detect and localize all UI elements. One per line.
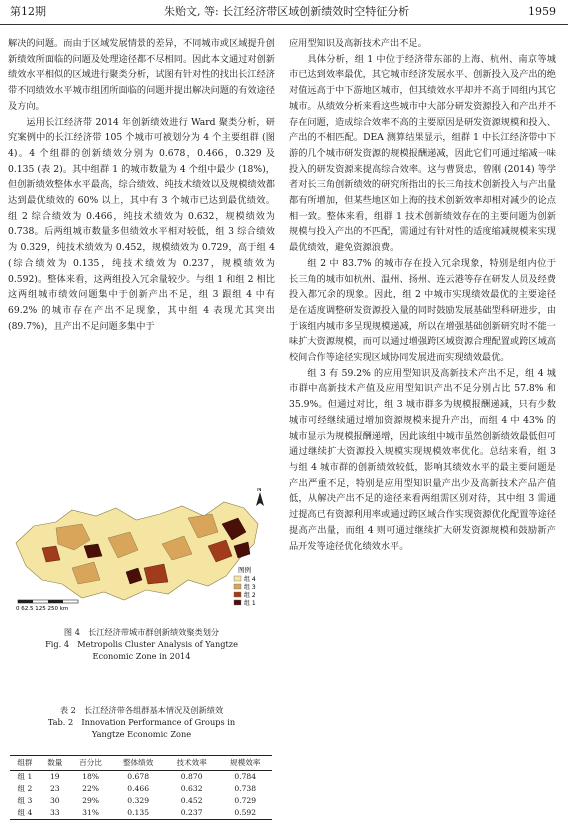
table-cell: 组 2 [17,784,33,793]
legend-item: 组 4 [244,576,256,583]
map-legend [234,565,256,607]
table-cell: 0.329 [127,796,150,805]
table-cell: 0.678 [127,772,150,781]
table-cell: 22% [82,784,99,793]
table-cell: 0.135 [111,807,165,820]
north-arrow-icon [256,488,264,506]
paragraph: 组 2 中 83.7% 的城市存在投入冗余现象，特别是组内位于长三角的城市如杭州、温州、扬州、连云港等存在研发人员及经费投入都冗余的现象。因此，组 2 中城市实现绩效最优的主要途径是在适度调整研发资源投入量的同时鼓励发展基础型科研进步，由于该组内城市多呈现规模递减，所以在增强基础创新研究时不能一味扩大资源规模，而可以通过增强跨区域资源合理配置或跨区域高校间合作等途径实现区域协同发展进而实现绩效最优。 [289,257,556,364]
legend-item: 组 3 [244,584,256,591]
table-cell: 0.632 [180,784,203,793]
svg-text:N: N [257,488,262,493]
table-row [10,783,272,795]
page-number: 1959 [528,5,556,18]
figure-caption-cn: 图 4 长江经济带城市群创新绩效聚类划分 [63,627,220,637]
table-cell: 23 [49,784,60,793]
cluster-map [12,488,274,618]
table-cell: 18% [82,772,99,781]
table-cell: 0.592 [218,807,272,820]
table-caption-cn: 表 2 长江经济带各组群基本情况及创新绩效 [59,705,224,715]
table-row [10,795,272,807]
data-table [10,755,272,820]
table-cell: 组 3 [17,796,33,805]
table-cell: 0.729 [234,796,257,805]
table-cell: 31% [70,807,112,820]
table-cell: 0.870 [180,772,203,781]
figure-caption-en: Economic Zone in 2014 [92,651,191,661]
column-header: 规模效率 [218,756,272,771]
column-header: 百分比 [70,756,112,771]
map-regions [16,502,258,600]
table-caption [8,704,275,740]
scale-bar [16,600,78,612]
column-header: 技术效率 [165,756,219,771]
table-header-row [10,756,272,771]
paragraph: 具体分析，组 1 中位于经济带东部的上海、杭州、南京等城市已达到效率最优，其它城市经济发展水平、创新投入及产出的绝对值远高于中下游地区城市，但其绩效水平却并不高于同组内其它城市。从绩效分析来看这些城市中大部分研发资源投入和产出并不存在问题，造成综合效率不高的主要原因是研发资源规模和投入、产出的不相匹配。DEA 测算结果显示，组群 1 中长江经济带中下游的几个城市研发资源的规模报酬递减，因此它们可通过缩减一味投入的研发资源来提高综合效率。这与曹贤忠，曾刚 (2014) 等学者对长三角创新绩效的研究所指出的长三角技术创新投入与产出量都有所增加，但某些地区如上海的技术创新效率却相对减少的论点相一致。整体来看，组群 1 技术创新绩效存在的主要问题为创新规模与投入产出的不匹配，需通过有针对性的适度缩减规模来实现最优绩效，避免资源浪费。 [289,53,556,254]
table-cell: 30 [49,796,60,805]
issue-number: 第12期 [10,5,46,18]
table-caption-en: Yangtze Economic Zone [91,729,192,739]
table-cell: 19 [49,772,60,781]
legend-title: 图例 [238,566,251,574]
table-cell: 0.466 [127,784,150,793]
paragraph: 运用长江经济带 2014 年创新绩效进行 Ward 聚类分析，研究案例中的长江经济带 105 个城市可被划分为 4 个主要组群 (图 4)。4 个组群的创新绩效分别为 0.678，0.466，0.329 及 0.135 (表 2)。其中组群 1 的城市数量为 4 个组中最少 (18%)，但创新绩效整体水平最高，综合绩效、纯技术绩效以及规模绩效都达到最优绩效的 60% 以上，其中有 3 个城市已达到最优绩效。组 2 综合绩效为 0.466，纯技术绩效为 0.632，规模绩效为 0.738。后两组城市数量多但绩效水平相对较低，组 3 综合绩效为 0.329，纯技术绩效为 0.452，规模绩效为 0.729，高于组 4 (综合绩效为 0.135，纯技术绩效为 0.237，规模绩效为 0.592)。整体来看，这两组投入冗余量较少。与组 1 和组 2 相比这两组城市绩效问题集中于创新产出不足，组 3 跟组 4 中有 69.2% 的城市存在产出不足现象，其中组 4 表现尤其突出 (89.7%)，且产出不足问题多集中于 [8,116,275,332]
figure-caption [8,626,275,662]
running-title: 朱贻文, 等: 长江经济带区域创新绩效时空特征分析 [164,5,410,18]
paragraph: 组 3 有 59.2% 的应用型知识及高新技术产出不足，组 4 城市群中高新技术产值及应用型知识产出不足分别占比 57.8% 和 35.9%。但通过对比，组 3 城市群多为规模报酬递减，只有少数城市可经继续通过增加资源规模来提升产出，而组 4 中 43% 的城市显示为规模报酬递增，因此该组中城市虽然创新绩效最低但可通过继续扩大资源投入规模实现规模效率优化。总结来看，组 3 与组 4 城市群的创新绩效较低，影响其绩效水平的最主要问题是产出严重不足，特别是应用型知识量产出少及高新技术产品产值低，从解决产出不足的途径来看两组需区别对待，其中组 3 需通过提高已有资源利用率或通过跨区域合作实现资源优化配置等途径提高产出量，而组 4 则可通过继续扩大研发资源规模和鼓励新产品开发等途径优化绩效水平。 [289,367,556,552]
right-column [289,36,556,826]
legend-item: 组 1 [244,600,256,607]
table-cell: 33 [40,807,70,820]
figure-caption-en: Fig. 4 Metropolis Cluster Analysis of Yangtze [45,639,238,649]
table-caption-en: Tab. 2 Innovation Performance of Groups in [47,717,236,727]
page-header [0,0,568,25]
paragraph: 解决的问题。而由于区域发展情景的差异，不同城市或区域提升创新绩效所面临的问题及处理途径都不尽相同。因此本文通过对创新绩效水平相似的区域进行聚类分析，试图有针对性的找出长江经济带不同绩效水平城市组团所面临的问题并提出解决问题的有效途径及方向。 [8,38,275,112]
table-cell: 29% [82,796,99,805]
table-row [10,807,272,820]
table-cell: 0.452 [180,796,203,805]
table-cell: 组 1 [17,772,33,781]
table-cell: 0.237 [165,807,219,820]
paragraph: 应用型知识及高新技术产出不足。 [289,38,427,49]
scale-label: 0 62.5 125 250 km [16,606,69,612]
table-cell: 0.784 [234,772,257,781]
table-cell: 组 4 [10,807,40,820]
table-cell: 0.738 [234,784,257,793]
column-header: 数量 [40,756,70,771]
column-header: 组群 [10,756,40,771]
column-header: 整体绩效 [111,756,165,771]
legend-item: 组 2 [244,592,256,599]
table-row [10,771,272,784]
